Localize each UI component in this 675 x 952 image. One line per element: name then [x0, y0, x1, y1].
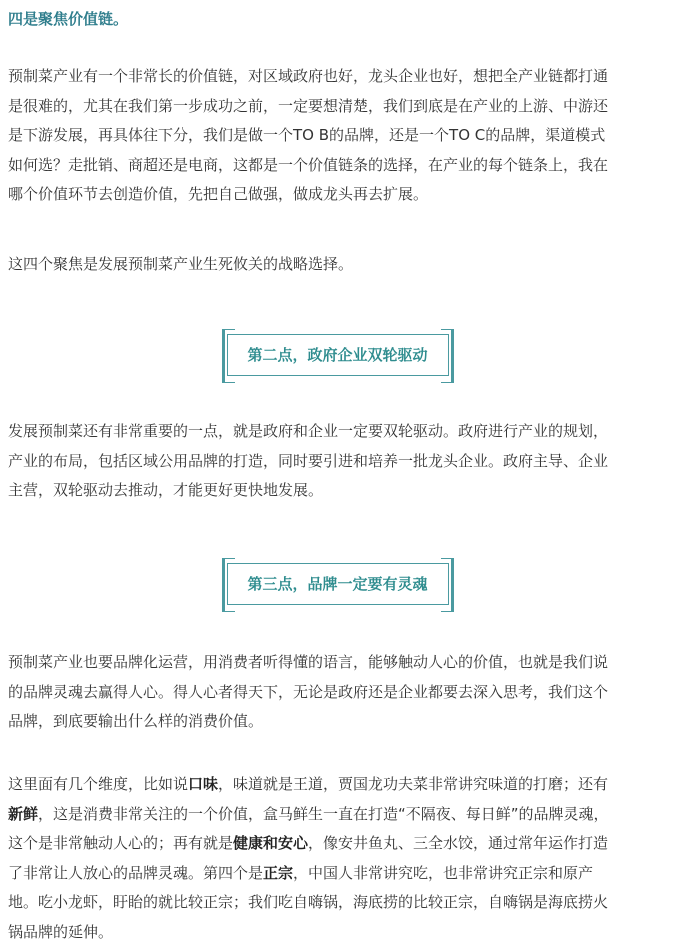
text-run: ，味道就是王道，贾国龙功夫菜非常讲究味道的打磨；还有 — [218, 775, 609, 793]
text-line: 主营，双轮驱动去推动，才能更好更快地发展。 — [8, 481, 324, 500]
paragraph-dual-drive — [8, 417, 672, 506]
text-line: 锅品牌的延伸。 — [8, 922, 114, 941]
text-run: 了非常让人放心的品牌灵魂。第四个是 — [8, 863, 264, 882]
text-line: 这四个聚焦是发展预制菜产业生死攸关的战略选择。 — [8, 255, 354, 273]
paragraph-value-chain — [8, 62, 672, 210]
bold-keyword-authentic: 正宗 — [263, 863, 294, 882]
section-title-box-3 — [226, 563, 448, 605]
subheading-four: 四是聚焦价值链。 — [8, 10, 129, 28]
text-run: 这个是非常触动人心的；再有就是 — [8, 834, 234, 853]
bold-keyword-taste: 口味 — [188, 775, 219, 793]
text-line — [8, 829, 672, 859]
paragraph-four-focus — [8, 250, 672, 280]
bold-keyword-health: 健康和安心 — [233, 834, 309, 853]
text-run: ，像安井鱼丸、三全水饺，通过常年运作打造 — [308, 834, 609, 853]
text-line: 品牌，到底要输出什么样的消费价值。 — [8, 712, 264, 731]
section-title-box-2 — [226, 334, 448, 376]
text-line: 是很难的，尤其在我们第一步成功之前，一定要想清楚，我们到底是在产业的上游、中游还 — [8, 96, 609, 115]
text-line: 预制菜产业有一个非常长的价值链，对区域政府也好，龙头企业也好，想把全产业链都打通 — [8, 67, 609, 85]
text-line: 发展预制菜还有非常重要的一点，就是政府和企业一定要双轮驱动。政府进行产业的规划， — [8, 422, 609, 440]
text-line: 地。吃小龙虾，盱眙的就比较正宗；我们吃自嗨锅，海底捞的比较正宗，自嗨锅是海底捞火 — [8, 893, 609, 912]
text-line: 是下游发展，再具体往下分，我们是做一个TO B的品牌，还是一个TO C的品牌，渠道模式 — [8, 126, 606, 145]
text-line — [8, 770, 672, 800]
text-line: 产业的布局，包括区域公用品牌的打造，同时要引进和培养一批龙头企业。政府主导、企业 — [8, 451, 609, 470]
bold-keyword-fresh: 新鲜 — [8, 804, 39, 823]
text-line: 哪个价值环节去创造价值，先把自己做强，做成龙头再去扩展。 — [8, 185, 429, 204]
text-line: 的品牌灵魂去赢得人心。得人心者得天下，无论是政府还是企业都要去深入思考，我们这个 — [8, 682, 609, 701]
text-line: 如何选？走批销、商超还是电商，这都是一个价值链条的选择，在产业的每个链条上，我在 — [8, 155, 609, 174]
text-run: ，中国人非常讲究吃，也非常讲究正宗和原产 — [293, 863, 594, 882]
paragraph-brand-soul — [8, 648, 672, 737]
paragraph-dimensions — [8, 770, 672, 948]
section-title-3: 第三点，品牌一定要有灵魂 — [247, 575, 428, 593]
text-line — [8, 859, 672, 889]
section-title-2: 第二点，政府企业双轮驱动 — [247, 346, 428, 364]
text-line: 预制菜产业也要品牌化运营，用消费者听得懂的语言，能够触动人心的价值，也就是我们说 — [8, 653, 609, 671]
text-run: 这里面有几个维度，比如说 — [8, 775, 189, 793]
text-run: ，这是消费非常关注的一个价值，盒马鲜生一直在打造“不隔夜、每日鲜”的品牌灵魂， — [38, 804, 609, 823]
text-line — [8, 800, 672, 830]
